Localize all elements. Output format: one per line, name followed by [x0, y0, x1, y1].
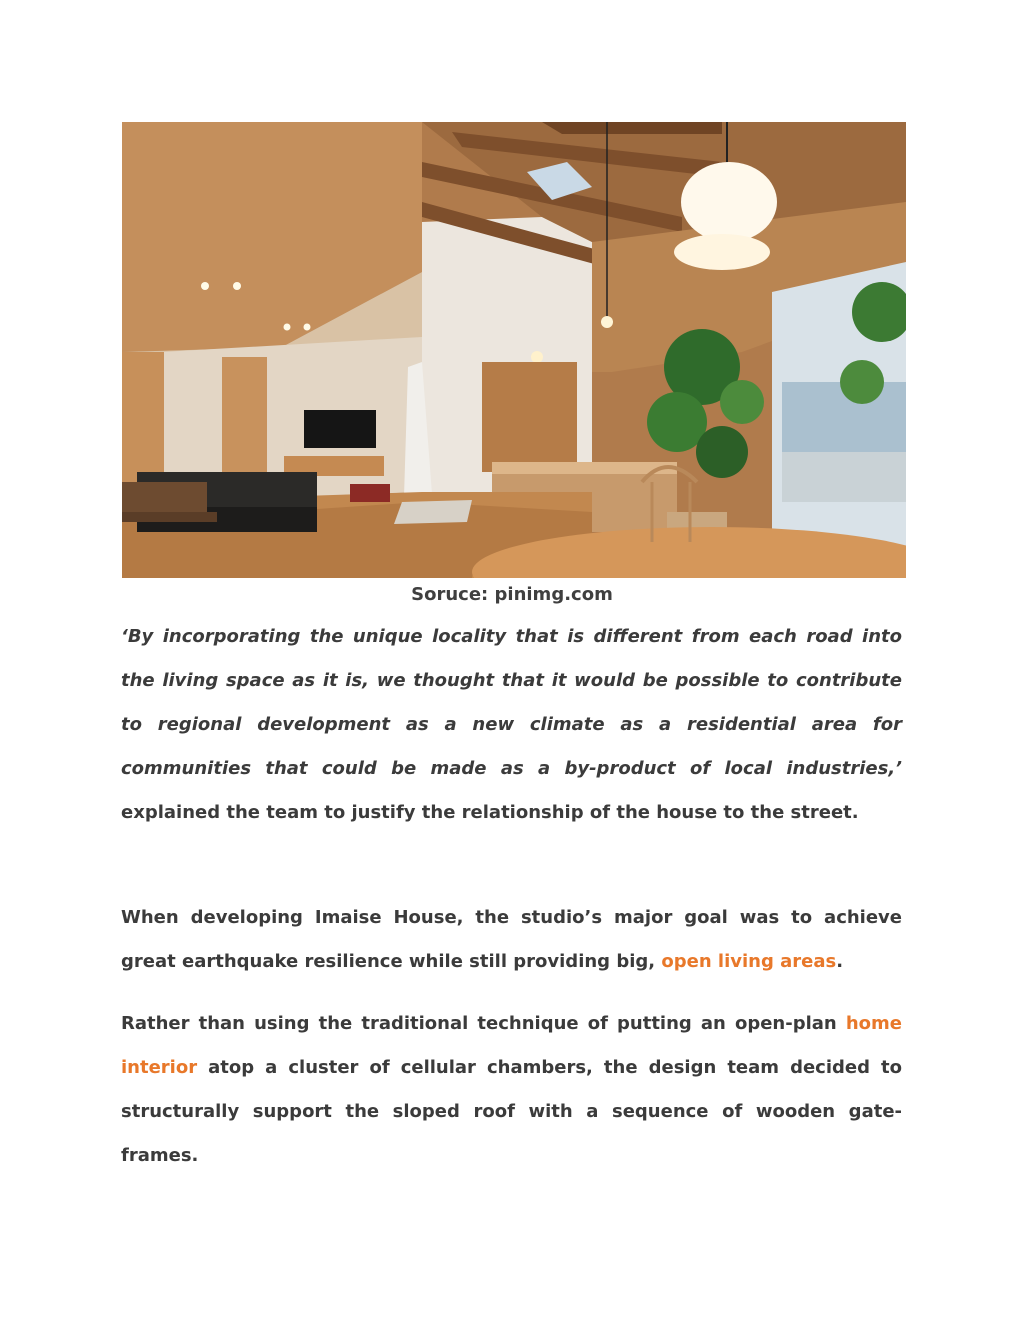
paragraph-text-end: atop a cluster of cellular chambers, the design team decided to structurally support the sloped roof with a sequence of wooden gate-frames. [121, 1057, 902, 1166]
paragraph-text: When developing Imaise House, the studio’s major goal was to achieve great earthquake resilience while still providing big, [121, 907, 902, 972]
quote-rest-text: explained the team to justify the relationship of the house to the street. [121, 802, 859, 823]
image-caption: Soruce: pinimg.com [411, 584, 613, 605]
home-interior-link[interactable]: home interior [121, 1013, 902, 1078]
interior-photo [122, 122, 906, 578]
paragraph-text-end: . [836, 951, 844, 972]
quote-italic-text: ‘By incorporating the unique locality that is different from each road into the living space as it is, we thought that it would be possible to contribute to regional development as a new climate as a residential area for communities that could be made as a by-product of local industries,’ [121, 626, 902, 779]
paragraph-gate-frames [121, 1002, 902, 1178]
quote-paragraph [121, 615, 902, 835]
paragraph-earthquake [121, 896, 902, 984]
paragraph-text: Rather than using the traditional technique of putting an open-plan [121, 1013, 846, 1034]
open-living-areas-link[interactable]: open living areas [661, 951, 837, 972]
